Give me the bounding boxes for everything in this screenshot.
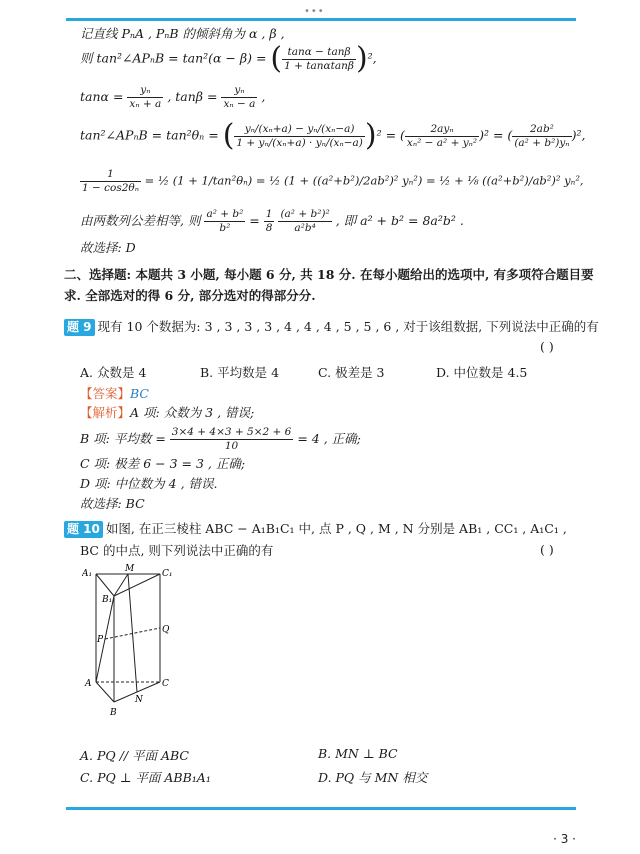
- fig-label-a: A: [85, 679, 92, 689]
- derivation-line-3: tanα = $\frac{\text{yₙ}}{\text{xₙ + a}}$ , tanβ = $\frac{\text{yₙ}}{\text{xₙ − a}}$ ,: [80, 84, 266, 110]
- derivation-line-4: tan²∠APₙB = tan²θₙ = ( $\frac{\text{yₙ/(xₙ+a) − yₙ/(xₙ−a)}}{\text{1 + yₙ/(xₙ+a) · yₙ/(xₙ−a)}}$ )² = ( $\frac{\text{2ayₙ}}{\text{xₙ² − a² + yₙ²}}$ )² = ( $\frac{\text{2ab²}}{\text{(a² + b²)yₙ}}$ )²,: [80, 118, 586, 153]
- q9-option-c: C. 极差是 3: [318, 365, 385, 380]
- q9-option-d: D. 中位数是 4.5: [436, 365, 528, 380]
- page-number: · 3 ·: [553, 832, 576, 846]
- q10-option-b: B. MN ⊥ BC: [318, 746, 398, 761]
- q10-stem-line-2: BC 的中点, 则下列说法中正确的有: [80, 543, 274, 558]
- fig-label-n: N: [135, 695, 143, 705]
- top-divider: [66, 18, 576, 21]
- q10-option-d: D. PQ 与 MN 相交: [318, 770, 428, 785]
- bottom-divider: [66, 807, 576, 810]
- q9-option-a: A. 众数是 4: [80, 365, 147, 380]
- q9-stem: 题 9 现有 10 个数据为: 3 , 3 , 3 , 3 , 4 , 4 , 4 , 5 , 5 , 6 , 对于该组数据, 下列说法中正确的有: [64, 318, 599, 336]
- derivation-line-2: 则 tan²∠APₙB = tan²(α − β) = ( $\frac{\tan\alpha - \tan\beta}{1 + \tan\alpha\tan\beta}$ )²,: [80, 41, 377, 76]
- q10-option-c: C. PQ ⊥ 平面 ABB₁A₁: [80, 770, 211, 785]
- q9-answer-bracket: ( ): [540, 339, 554, 354]
- derivation-line-5: $\frac{1}{\text{1 − cos2θₙ}}$ = ½ (1 + 1/tan²θₙ) = ½ (1 + ((a²+b²)/2ab²)² yₙ²) = ½ + ⅛ ((a²+b²)/ab²)² yₙ²,: [82, 168, 584, 194]
- fig-label-q: Q: [162, 625, 170, 635]
- q10-answer-bracket: ( ): [540, 542, 554, 557]
- fig-label-a1: A₁: [82, 569, 93, 579]
- derivation-line-1: 记直线 PₙA , PₙB 的倾斜角为 α , β ,: [80, 26, 285, 41]
- drag-handle-dots[interactable]: •••: [304, 6, 325, 17]
- fig-label-c1: C₁: [162, 569, 173, 579]
- q9-explanation-line-4: D 项: 中位数为 4 , 错误.: [80, 476, 218, 491]
- fig-label-m: M: [125, 564, 135, 574]
- q10-stem-line-1: 题 10 如图, 在正三棱柱 ABC − A₁B₁C₁ 中, 点 P , Q , M , N 分别是 AB₁ , CC₁ , A₁C₁ ,: [64, 520, 567, 538]
- fig-label-b1: B₁: [102, 595, 113, 605]
- fig-label-p: P: [97, 635, 104, 645]
- derivation-line-6: 由两数列公差相等, 则 $\frac{\text{a² + b²}}{\text{b²}}$ = $\frac{1}{8}$ $\frac{\text{(a² + b²)²}}{\text{a²b⁴}}$ , 即 a² + b² = 8a²b² .: [80, 208, 464, 234]
- q9-explanation-line-1: 【解析】A 项: 众数为 3 , 错误;: [80, 405, 255, 420]
- derivation-conclusion: 故选择: D: [80, 240, 136, 255]
- q9-answer: 【答案】BC: [80, 386, 149, 401]
- q9-explanation-line-3: C 项: 极差 6 − 3 = 3 , 正确;: [80, 456, 246, 471]
- q10-option-a: A. PQ // 平面 ABC: [80, 748, 189, 763]
- fig-label-b: B: [110, 708, 117, 718]
- q9-conclusion: 故选择: BC: [80, 496, 145, 511]
- q9-explanation-line-2: B 项: 平均数 = $\frac{3\times 4 + 4\times 3 + 5\times 2 + 6}{10}$ = 4 , 正确;: [80, 426, 361, 452]
- fig-label-c: C: [162, 679, 169, 689]
- q9-tag: 题 9: [64, 319, 95, 336]
- q10-tag: 题 10: [64, 521, 103, 538]
- section-2-heading-line-1: 二、选择题: 本题共 3 小题, 每小题 6 分, 共 18 分. 在每小题给出的选项中, 有多项符合题目要: [64, 267, 594, 282]
- q9-option-b: B. 平均数是 4: [200, 365, 280, 380]
- prism-figure: [82, 562, 192, 722]
- section-2-heading-line-2: 求. 全部选对的得 6 分, 部分选对的得部分分.: [64, 288, 316, 303]
